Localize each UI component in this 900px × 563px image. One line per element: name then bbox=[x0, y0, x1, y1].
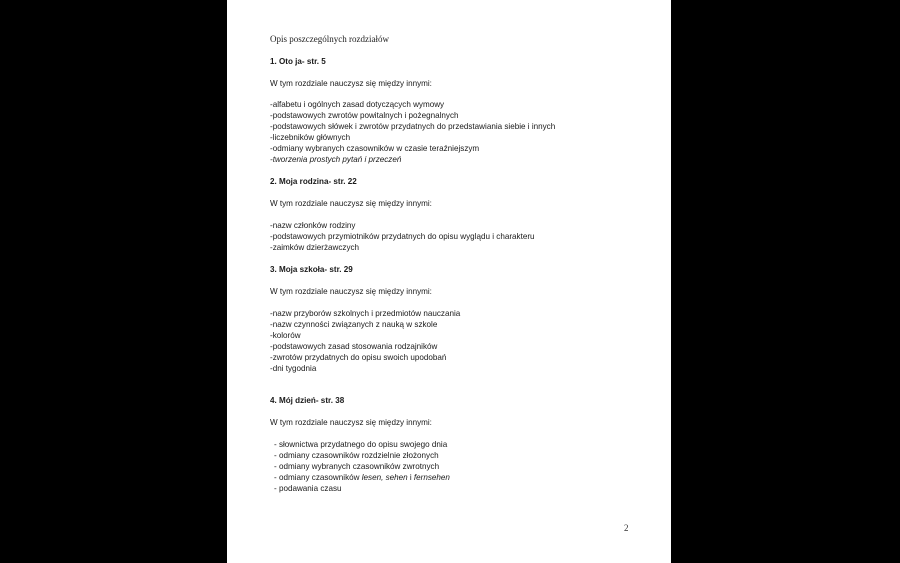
document-title: Opis poszczególnych rozdziałów bbox=[270, 34, 389, 44]
list-item: -zaimków dzierżawczych bbox=[270, 243, 360, 252]
list-item-conj: i bbox=[407, 473, 414, 482]
list-item-verbs: lesen, sehen bbox=[361, 473, 408, 482]
list-item: -podstawowych przymiotników przydatnych do opisu wyglądu i charakteru bbox=[270, 232, 535, 241]
list-item: -tworzenia prostych pytań i przeczeń bbox=[270, 155, 402, 164]
chapter-1-heading: 1. Oto ja- str. 5 bbox=[270, 57, 326, 66]
list-item: -alfabetu i ogólnych zasad dotyczących wymowy bbox=[270, 100, 445, 109]
list-item: - podawania czasu bbox=[274, 484, 342, 493]
list-item: -liczebników głównych bbox=[270, 133, 351, 142]
list-item: -zwrotów przydatnych do opisu swoich upodobań bbox=[270, 353, 447, 362]
list-item: - odmiany wybranych czasowników zwrotnych bbox=[274, 462, 440, 471]
chapter-4-heading: 4. Mój dzień- str. 38 bbox=[270, 396, 345, 405]
list-item: - odmiany czasowników rozdzielnie złożonych bbox=[274, 451, 439, 460]
document-page bbox=[227, 0, 671, 563]
chapter-4-intro: W tym rozdziale nauczysz się między innymi: bbox=[270, 418, 432, 427]
list-item bbox=[274, 472, 450, 483]
chapter-2-intro: W tym rozdziale nauczysz się między innymi: bbox=[270, 199, 432, 208]
list-item-prefix: - odmiany czasowników bbox=[274, 473, 362, 482]
page-number: 2 bbox=[624, 523, 629, 533]
list-item: -nazw czynności związanych z nauką w szkole bbox=[270, 320, 438, 329]
list-item-verb: fernsehen bbox=[413, 473, 450, 482]
list-item: - słownictwa przydatnego do opisu swojego dnia bbox=[274, 440, 448, 449]
list-item: -nazw przyborów szkolnych i przedmiotów nauczania bbox=[270, 309, 461, 318]
chapter-3-heading: 3. Moja szkoła- str. 29 bbox=[270, 265, 353, 274]
list-item: -podstawowych zwrotów powitalnych i pożegnalnych bbox=[270, 111, 459, 120]
chapter-3-intro: W tym rozdziale nauczysz się między innymi: bbox=[270, 287, 432, 296]
list-item: -podstawowych zasad stosowania rodzajników bbox=[270, 342, 438, 351]
list-item: -dni tygodnia bbox=[270, 364, 317, 373]
list-item: -nazw członków rodziny bbox=[270, 221, 356, 230]
list-item: -podstawowych słówek i zwrotów przydatnych do przedstawiania siebie i innych bbox=[270, 122, 556, 131]
chapter-1-intro: W tym rozdziale nauczysz się między innymi: bbox=[270, 79, 432, 88]
chapter-2-heading: 2. Moja rodzina- str. 22 bbox=[270, 177, 357, 186]
list-item: -odmiany wybranych czasowników w czasie teraźniejszym bbox=[270, 144, 480, 153]
list-item: -kolorów bbox=[270, 331, 301, 340]
